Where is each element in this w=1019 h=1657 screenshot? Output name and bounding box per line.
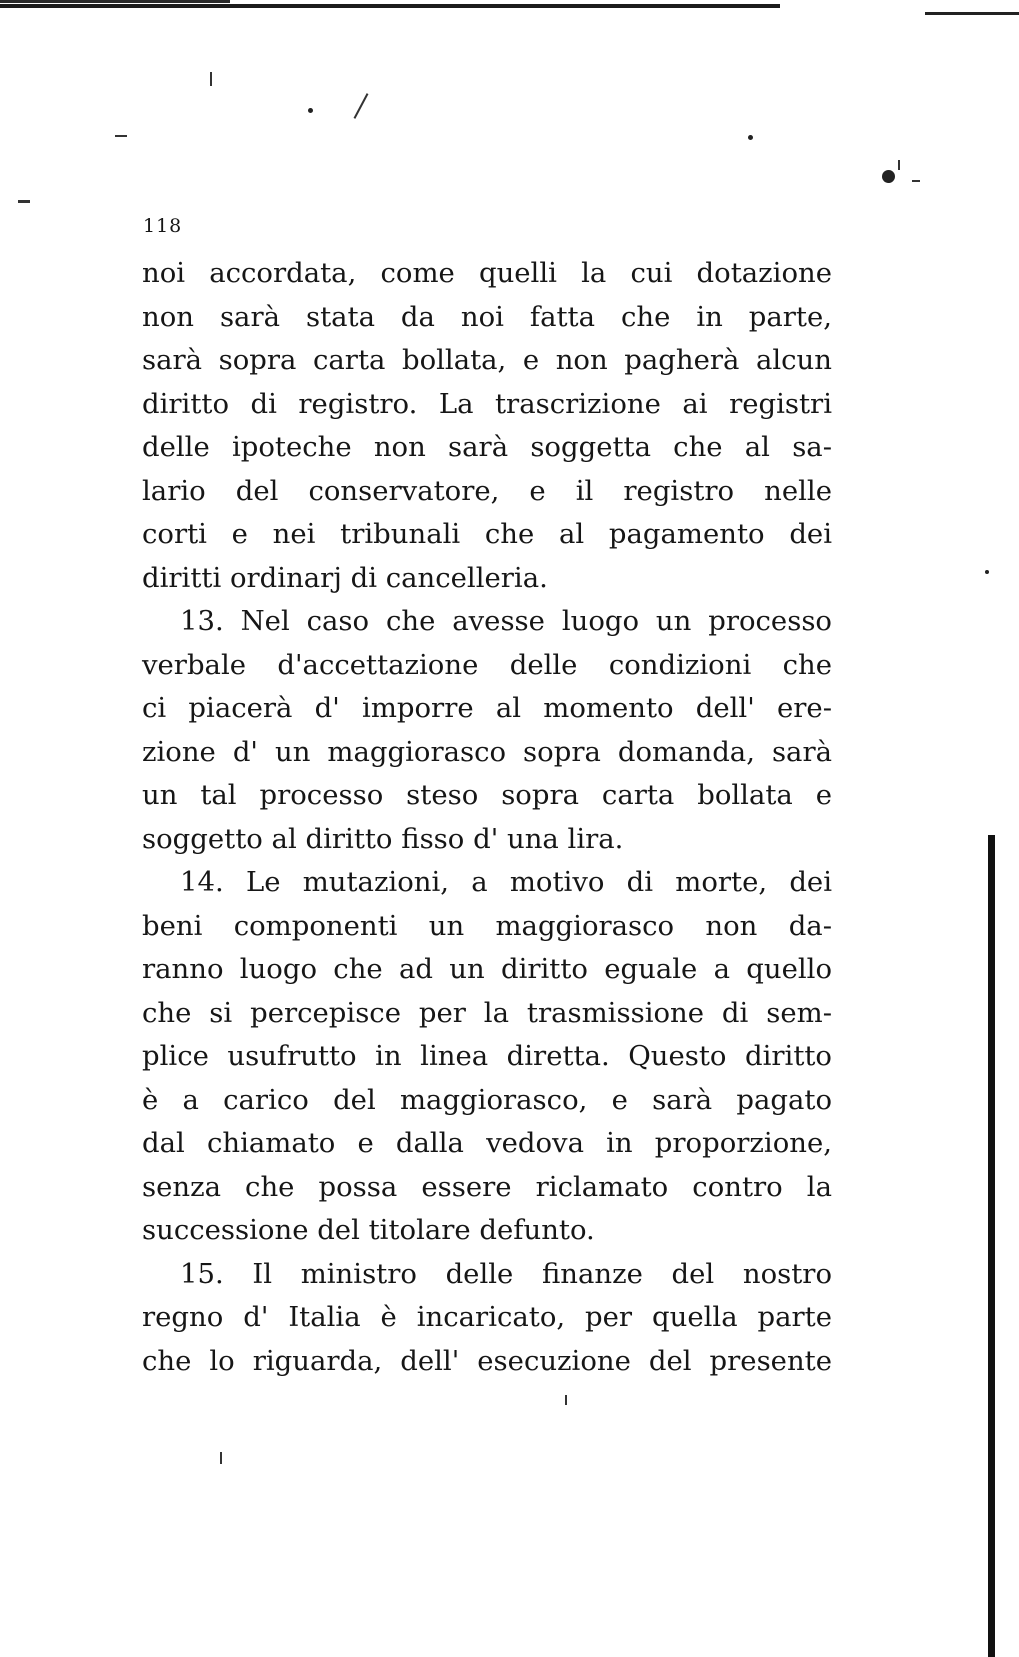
- scan-edge-top: [0, 0, 230, 3]
- text-line: verbale d'accettazione delle condizioni che: [142, 648, 832, 681]
- scan-speck: [985, 570, 989, 574]
- text-line: delle ipoteche non sarà soggetta che al sa-: [142, 431, 832, 463]
- text-line: che si percepisce per la trasmissione di sem-: [142, 996, 832, 1029]
- scan-speck: [882, 170, 895, 183]
- text-line: lario del conservatore, e il registro nelle: [142, 474, 832, 507]
- text-line: ci piacerà d' imporre al momento dell' ere-: [142, 692, 832, 724]
- text-line: 14. Le mutazioni, a motivo di morte, dei: [180, 866, 832, 898]
- text-line: diritti ordinarj di cancelleria.: [142, 561, 548, 594]
- scan-mark: [18, 200, 30, 203]
- text-line: soggetto al diritto fisso d' una lira.: [142, 822, 624, 855]
- scan-mark: [210, 72, 212, 86]
- scan-mark: [912, 180, 920, 182]
- text-line: diritto di registro. La trascrizione ai registri: [142, 387, 832, 420]
- text-line: 15. Il ministro delle finanze del nostro: [180, 1257, 832, 1290]
- scan-mark: [898, 160, 900, 170]
- scan-edge-top-right: [925, 12, 1019, 15]
- text-line: dal chiamato e dalla vedova in proporzione,: [142, 1127, 832, 1159]
- text-line: noi accordata, come quelli la cui dotazione: [142, 257, 832, 289]
- text-line: 13. Nel caso che avesse luogo un processo: [180, 605, 832, 637]
- scan-edge-top: [0, 4, 780, 8]
- scan-edge-right: [988, 835, 995, 1657]
- text-line: un tal processo steso sopra carta bollata e: [142, 779, 832, 811]
- text-line: regno d' Italia è incaricato, per quella parte: [142, 1301, 832, 1333]
- body-text: [142, 252, 832, 1383]
- page-number: 118: [143, 215, 183, 237]
- text-line: beni componenti un maggiorasco non da-: [142, 909, 832, 942]
- text-line: zione d' un maggiorasco sopra domanda, sarà: [142, 735, 832, 768]
- scan-mark: [565, 1395, 567, 1405]
- text-line: senza che possa essere riclamato contro la: [142, 1170, 832, 1203]
- scan-mark: [220, 1452, 222, 1464]
- scan-mark: [115, 135, 127, 137]
- text-line: corti e nei tribunali che al pagamento dei: [142, 518, 832, 550]
- text-line: plice usufrutto in linea diretta. Questo diritto: [142, 1040, 832, 1072]
- text-line: successione del titolare defunto.: [142, 1214, 595, 1246]
- text-line: non sarà stata da noi fatta che in parte,: [142, 300, 832, 333]
- scan-speck: [748, 135, 753, 140]
- scan-mark: [354, 93, 369, 119]
- text-line: sarà sopra carta bollata, e non pagherà alcun: [142, 344, 832, 376]
- text-line: è a carico del maggiorasco, e sarà pagato: [142, 1083, 832, 1116]
- scan-speck: [308, 108, 313, 113]
- text-line: che lo riguarda, dell' esecuzione del presente: [142, 1344, 832, 1377]
- text-line: ranno luogo che ad un diritto eguale a quello: [142, 953, 832, 985]
